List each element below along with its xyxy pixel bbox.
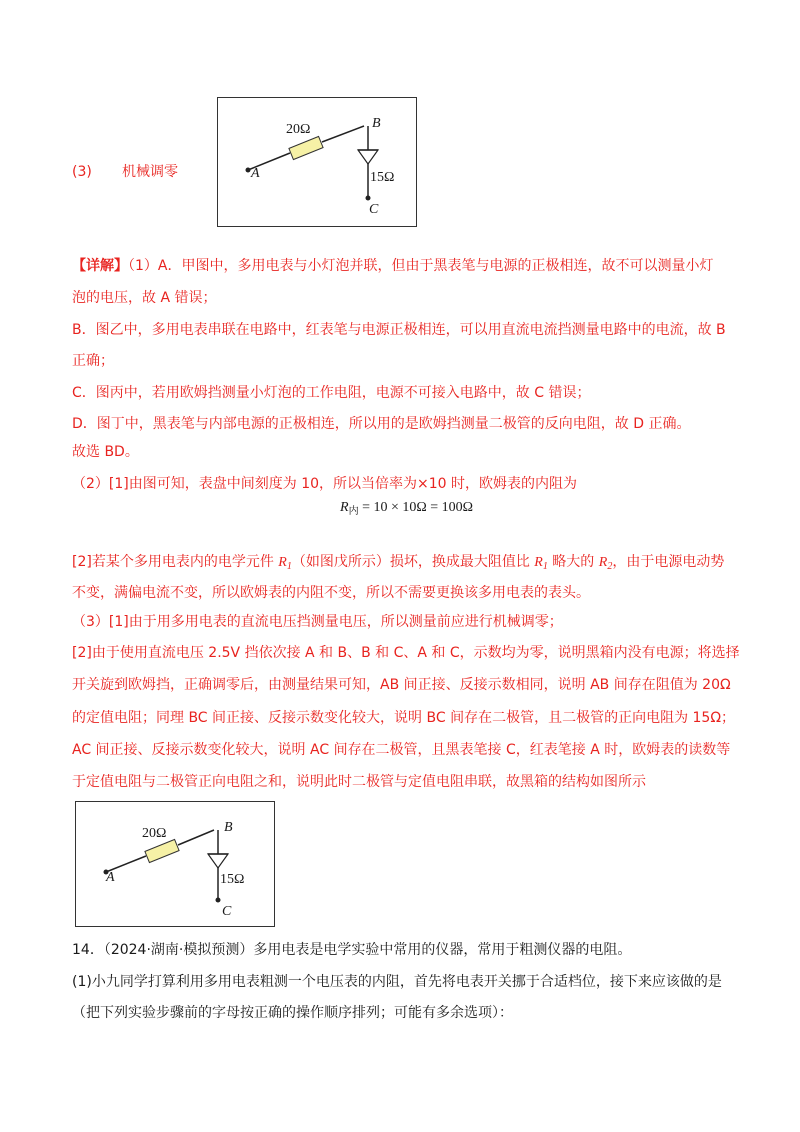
- explanation-p9a: [2]由于使用直流电压 2.5V 挡依次接 A 和 B、B 和 C、A 和 C，示数均为零，说明黑箱内没有电源；将选择: [72, 645, 740, 661]
- question-14-line2: (1)小九同学打算利用多用电表粗测一个电压表的内阻，首先将电表开关挪于合适档位，接下来应该做的是: [72, 974, 722, 990]
- diode-label: 15Ω: [370, 170, 395, 185]
- explanation-tag: 【详解】: [72, 258, 128, 274]
- explanation-p8: （3）[1]由于用多用电表的直流电压挡测量电压，所以测量前应进行机械调零；: [72, 614, 563, 630]
- explanation-p1b: 泡的电压，故 A 错误；: [72, 290, 217, 306]
- question-14-line3: （把下列实验步骤前的字母按正确的操作顺序排列；可能有多余选项）：: [72, 1005, 513, 1021]
- node-a-label-2: A: [106, 870, 115, 885]
- question-14-line1: 14．（2024·湖南·模拟预测）多用电表是电学实验中常用的仪器，常用于粗测仪器的电阻。: [72, 942, 632, 958]
- formula-internal-resistance: $R_内 = 10 \times 10\Omega = 100\Omega$: [340, 500, 474, 517]
- explanation-p5: 故选 BD。: [72, 444, 139, 460]
- resistor-label-2: 20Ω: [142, 826, 167, 841]
- explanation-p9e: 于定值电阻与二极管正向电阻之和，说明此时二极管与定值电阻串联，故黑箱的结构如图所示: [72, 774, 646, 790]
- explanation-p7b: 不变，满偏电流不变，所以欧姆表的内阻不变，所以不需要更换该多用电表的表头。: [72, 585, 590, 601]
- explanation-p2a: B．图乙中，多用电表串联在电路中，红表笔与电源正极相连，可以用直流电流挡测量电路中的电流，故 B: [72, 322, 726, 338]
- diode-symbol: [358, 150, 378, 164]
- diode-label-2: 15Ω: [220, 872, 245, 887]
- explanation-p9c: 的定值电阻；同理 BC 间正接、反接示数变化较大，说明 BC 间存在二极管，且二极管的正向电阻为 15Ω；: [72, 710, 736, 726]
- answer-3-number: (3): [72, 164, 92, 180]
- explanation-p9b: 开关旋到欧姆挡，正确调零后，由测量结果可知，AB 间正接、反接示数相同，说明 AB 间存在阻值为 20Ω: [72, 677, 731, 693]
- explanation-p1a: 【详解】（1）A．甲图中，多用电表与小灯泡并联，但由于黑表笔与电源的正极相连，故不可以测量小灯: [72, 258, 714, 274]
- node-c-label: C: [369, 202, 379, 217]
- explanation-p2b: 正确；: [72, 353, 114, 369]
- explanation-p9d: AC 间正接、反接示数变化较大，说明 AC 间存在二极管，且黑表笔接 C，红表笔接 A 时，欧姆表的读数等: [72, 742, 731, 758]
- resistor-label: 20Ω: [286, 122, 311, 137]
- circuit-diagram-bottom: [75, 801, 275, 927]
- node-c-label-2: C: [222, 904, 232, 919]
- node-a-label: A: [251, 166, 260, 181]
- explanation-p3: C．图丙中，若用欧姆挡测量小灯泡的工作电阻，电源不可接入电路中，故 C 错误；: [72, 385, 591, 401]
- resistor-symbol: [289, 136, 323, 159]
- explanation-p6: （2）[1]由图可知，表盘中间刻度为 10，所以当倍率为×10 时，欧姆表的内阻为: [72, 476, 577, 492]
- node-b-label-2: B: [224, 820, 233, 835]
- resistor-symbol-2: [145, 839, 179, 862]
- answer-3-text: 机械调零: [122, 164, 178, 180]
- explanation-p4: D．图丁中，黑表笔与内部电源的正极相连，所以用的是欧姆挡测量二极管的反向电阻，故 D 正确。: [72, 416, 691, 432]
- circuit-drawing-2: [76, 802, 274, 926]
- explanation-p7a: [2]若某个多用电表内的电学元件 $R_1$（如图戊所示）损坏，换成最大阻值比 $R_1$ 略大的 $R_2$，由于电源电动势: [72, 554, 725, 572]
- circuit-drawing: [218, 98, 416, 226]
- node-b-label: B: [372, 116, 381, 131]
- circuit-diagram-top: [217, 97, 417, 227]
- diode-symbol-2: [208, 854, 228, 868]
